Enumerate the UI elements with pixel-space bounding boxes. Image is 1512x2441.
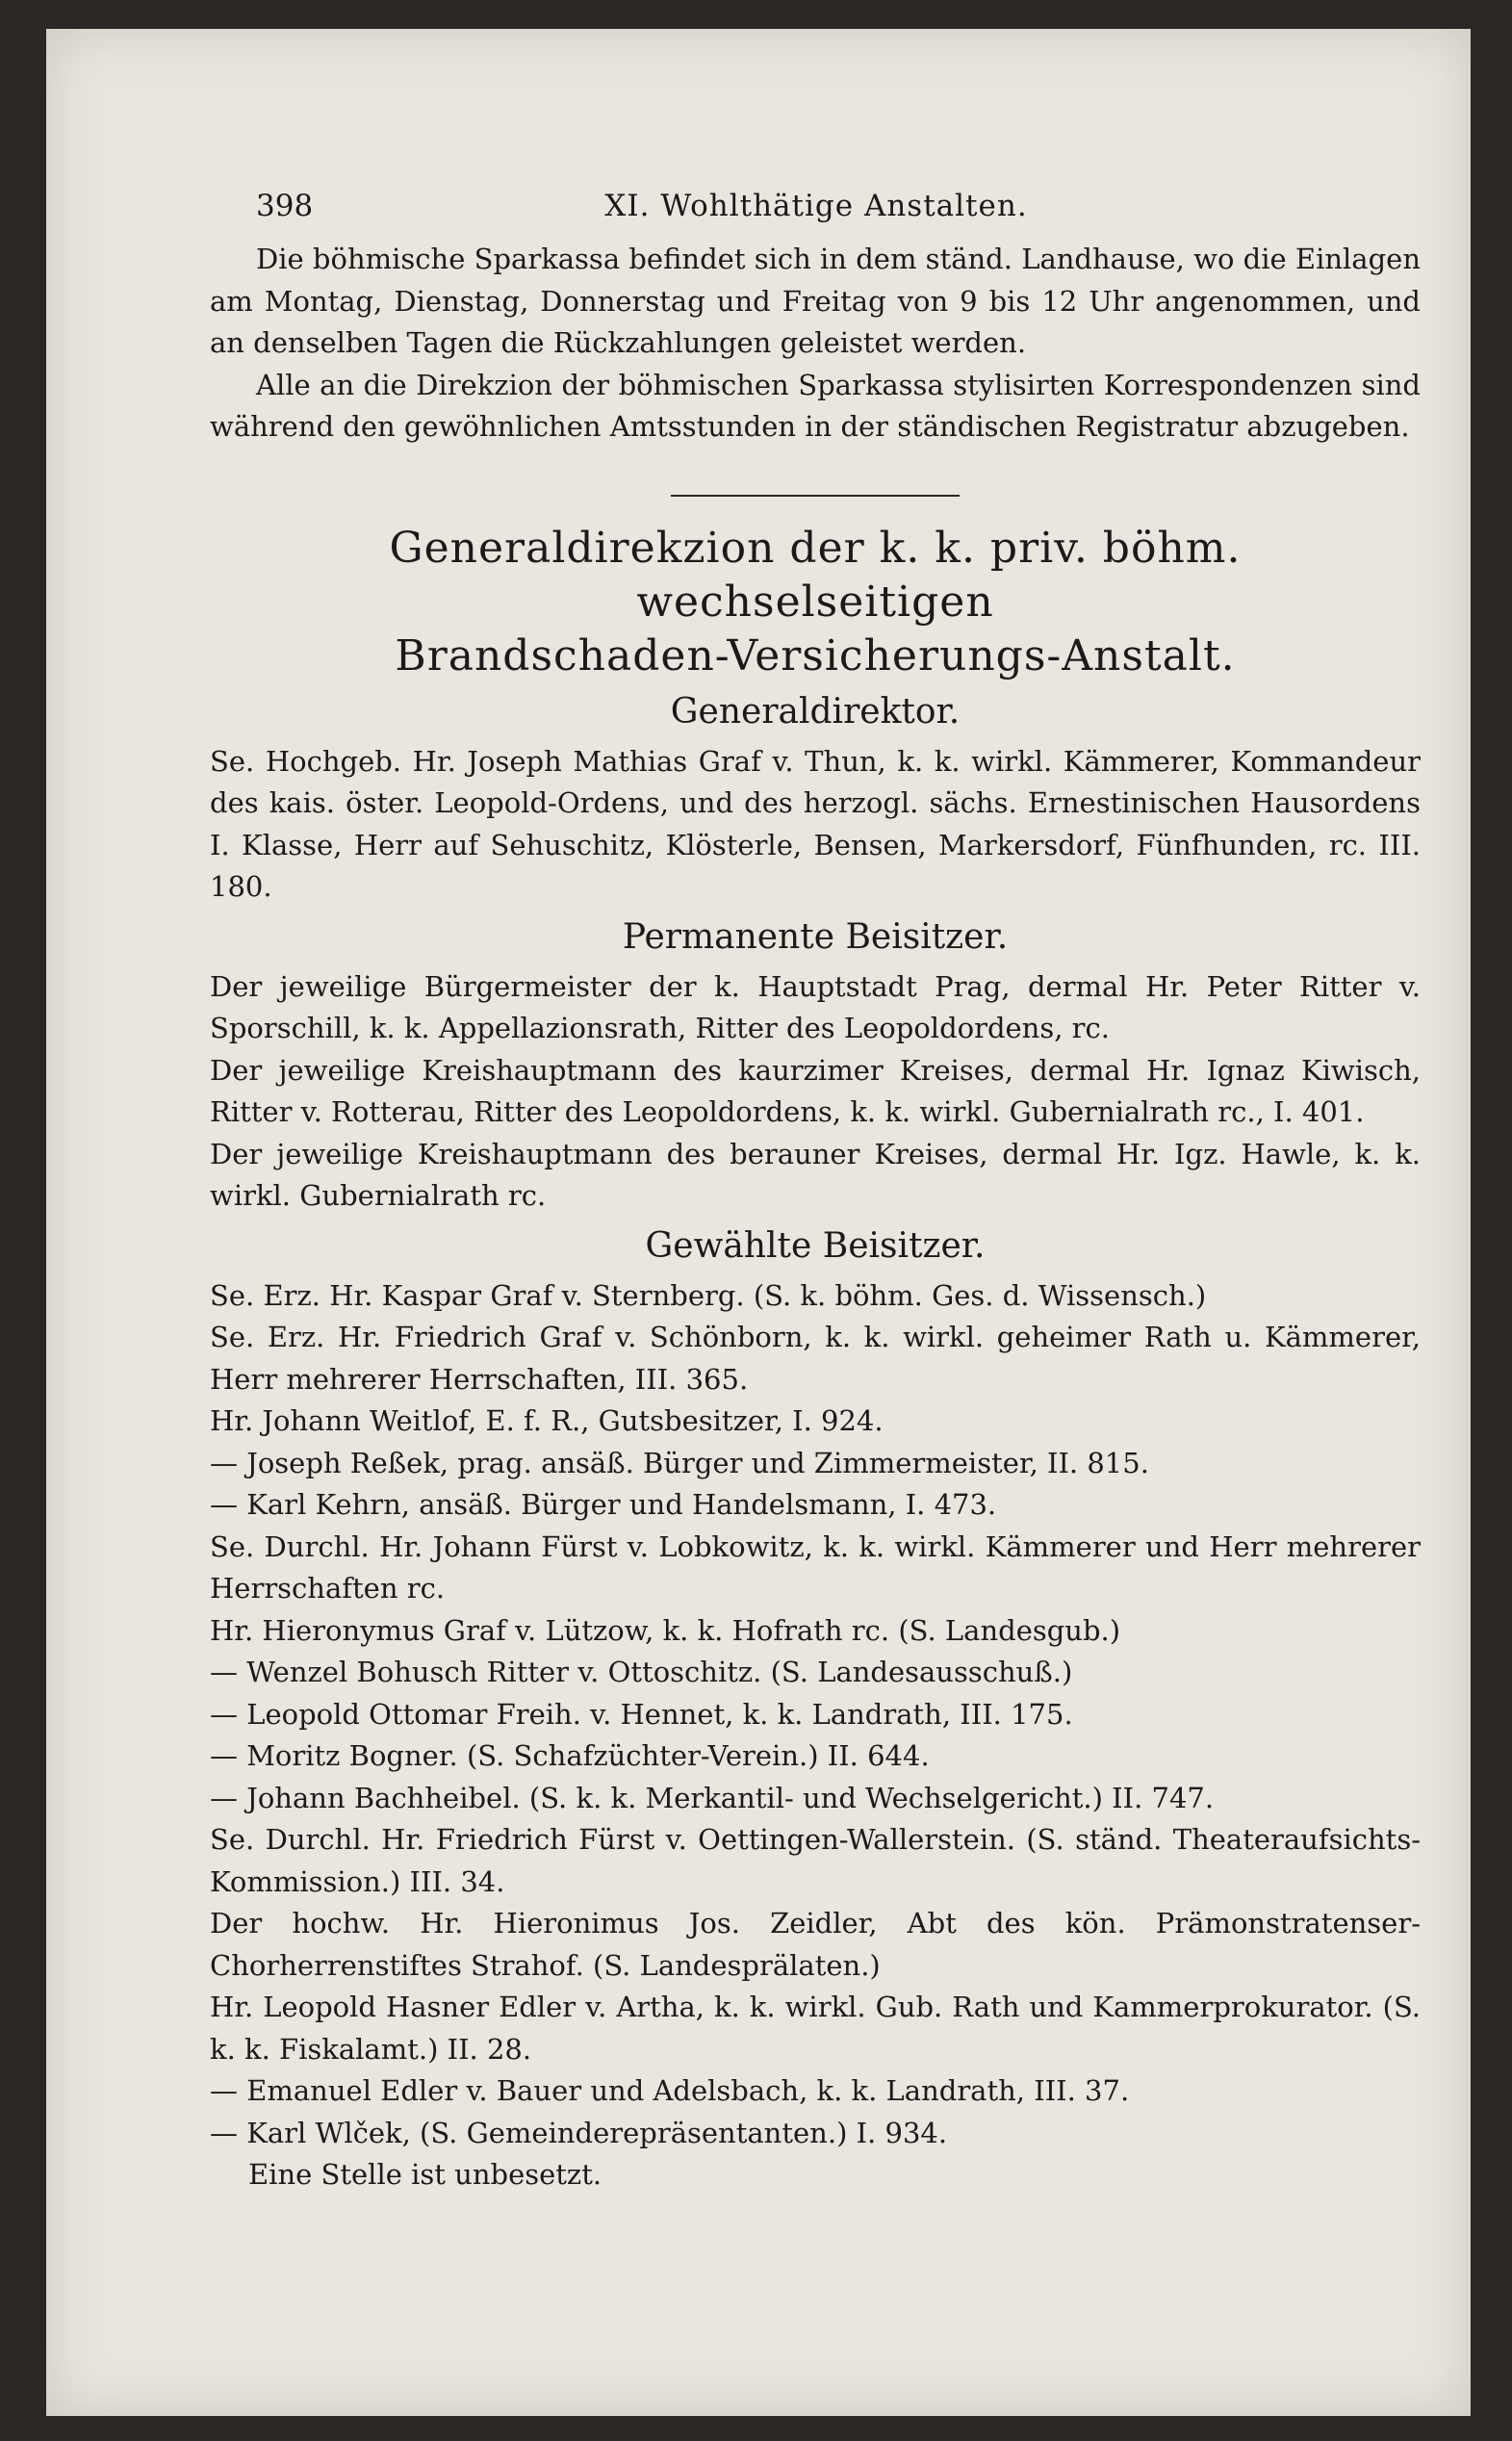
section-heading-director: Generaldirektor. [670, 691, 961, 732]
permanent-member: Der jeweilige Kreishauptmann des berauner Kreises, dermal Hr. Igz. Hawle, k. k. wirkl. Gubernialrath rc. [210, 1137, 1421, 1212]
elected-member: Der hochw. Hr. Hieronimus Jos. Zeidler, Abt des kön. Prämonstratenser-Chorherrenstiftes Strahof. (S. Landesprälaten.) [210, 1907, 1421, 1982]
elected-members-list [210, 1275, 1421, 2155]
permanent-member: Der jeweilige Kreishauptmann des kaurzimer Kreises, dermal Hr. Ignaz Kiwisch, Ritter v. Rotterau, Ritter des Leopoldordens, k. k. wirkl. Gubernialrath rc., I. 401. [210, 1053, 1421, 1128]
section-divider [671, 495, 960, 497]
section-heading-elected: Gewählte Beisitzer. [645, 1225, 986, 1266]
elected-member: — Joseph Reßek, prag. ansäß. Bürger und Zimmermeister, II. 815. [210, 1446, 1149, 1479]
intro-paragraph-2: Alle an die Direkzion der böhmischen Sparkassa stylisirten Korrespondenzen sind während den gewöhnlichen Amtsstunden in der ständischen Registratur abzugeben. [210, 368, 1421, 443]
elected-member: Hr. Hieronymus Graf v. Lützow, k. k. Hofrath rc. (S. Landesgub.) [210, 1613, 1121, 1647]
elected-member: Hr. Leopold Hasner Edler v. Artha, k. k. wirkl. Gub. Rath und Kammerprokurator. (S. k. k. Fiskalamt.) II. 28. [210, 1991, 1421, 2066]
elected-member: — Leopold Ottomar Freih. v. Hennet, k. k. Landrath, III. 175. [210, 1697, 1073, 1731]
institution-title-line-2: Brandschaden-Versicherungs-Anstalt. [395, 630, 1236, 681]
elected-member: — Karl Wlček, (S. Gemeinderepräsentanten.) I. 934. [210, 2116, 948, 2149]
book-page [46, 29, 1471, 2416]
vacancy-note: Eine Stelle ist unbesetzt. [248, 2158, 602, 2191]
elected-member: — Karl Kehrn, ansäß. Bürger und Handelsmann, I. 473. [210, 1488, 997, 1521]
permanent-members-list [210, 966, 1421, 1218]
elected-member: Se. Durchl. Hr. Johann Fürst v. Lobkowitz, k. k. wirkl. Kämmerer und Herr mehrerer Herrschaften rc. [210, 1529, 1421, 1605]
elected-member: — Wenzel Bohusch Ritter v. Ottoschitz. (S. Landesausschuß.) [210, 1656, 1073, 1688]
permanent-member: Der jeweilige Bürgermeister der k. Hauptstadt Prag, dermal Hr. Peter Ritter v. Sporschill, k. k. Appellazionsrath, Ritter des Leopoldordens, rc. [210, 969, 1421, 1044]
running-title: XI. Wohlthätige Anstalten. [604, 189, 1028, 223]
page-header [210, 183, 1422, 229]
elected-member: Hr. Johann Weitlof, E. f. R., Gutsbesitzer, I. 924. [210, 1404, 884, 1437]
section-heading-permanent: Permanente Beisitzer. [622, 916, 1009, 957]
director-entry: Se. Hochgeb. Hr. Joseph Mathias Graf v. Thun, k. k. wirkl. Kämmerer, Kommandeur des kais. öster. Leopold-Ordens, und des herzogl. sächs. Ernestinischen Hausordens I. Klasse, Herr auf Sehuschitz, Klösterle, Bensen, Markersdorf, Fünfhunden, rc. III. 180. [210, 744, 1421, 903]
elected-member: — Moritz Bogner. (S. Schafzüchter-Verein.) II. 644. [210, 1739, 930, 1772]
page-content [210, 239, 1421, 2197]
elected-member: — Johann Bachheibel. (S. k. k. Merkantil- und Wechselgericht.) II. 747. [210, 1781, 1215, 1814]
intro-paragraph-1: Die böhmische Sparkassa befindet sich in dem ständ. Landhause, wo die Einlagen am Montag, Dienstag, Donnerstag und Freitag von 9 bis 12 Uhr angenommen, und an denselben Tagen die Rückzahlungen geleistet werden. [210, 243, 1421, 359]
elected-member: Se. Erz. Hr. Friedrich Graf v. Schönborn, k. k. wirkl. geheimer Rath u. Kämmerer, Herr mehrerer Herrschaften, III. 365. [210, 1321, 1421, 1396]
institution-title-line-1: Generaldirekzion der k. k. priv. böhm. wechselseitigen [389, 523, 1242, 627]
page-number: 398 [256, 189, 314, 223]
elected-member: — Emanuel Edler v. Bauer und Adelsbach, k. k. Landrath, III. 37. [210, 2074, 1130, 2107]
elected-member: Se. Erz. Hr. Kaspar Graf v. Sternberg. (S. k. böhm. Ges. d. Wissensch.) [210, 1278, 1207, 1312]
elected-member: Se. Durchl. Hr. Friedrich Fürst v. Oettingen-Wallerstein. (S. ständ. Theateraufsichts-Kommission.) III. 34. [210, 1823, 1421, 1898]
